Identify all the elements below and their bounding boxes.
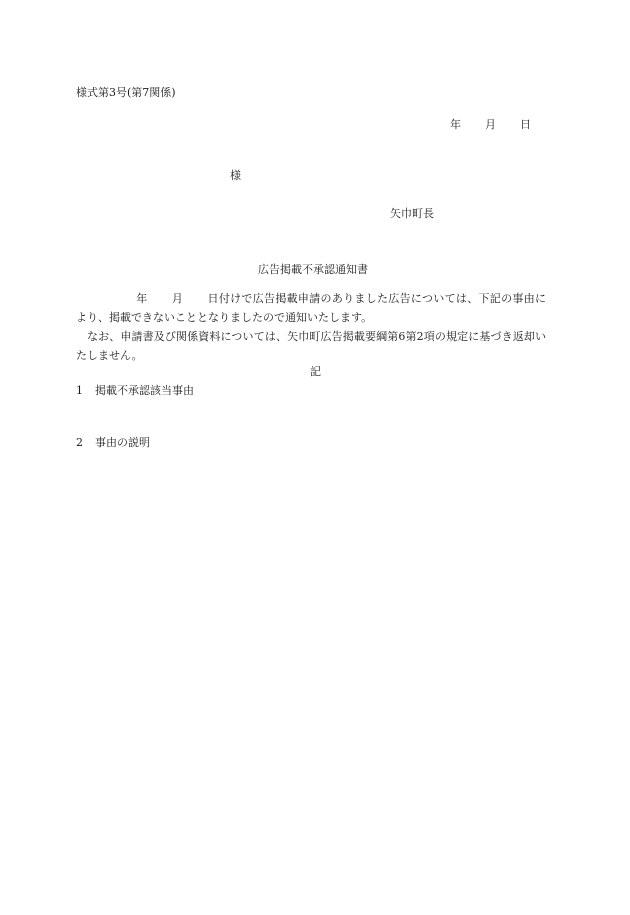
header-date-year: 年 xyxy=(450,118,461,131)
list-item xyxy=(76,437,150,448)
header-date xyxy=(450,119,531,130)
body-date-month: 月 xyxy=(171,292,184,305)
ki-heading: 記 xyxy=(310,365,321,378)
document-title: 広告掲載不承認通知書 xyxy=(258,263,368,276)
body-paragraph-2-text: なお、申請書及び関係資料については、矢巾町広告掲載要綱第6第2項の規定に基づき返却いたしません。 xyxy=(76,330,546,362)
form-number: 様式第3号(第7関係) xyxy=(76,86,176,99)
addressee-suffix: 様 xyxy=(230,169,241,182)
body-paragraph-1-text: 日付けで広告掲載申請のありました広告については、下記の事由により、掲載できないこととなりましたので通知いたします。 xyxy=(76,292,547,324)
body-date-year: 年 xyxy=(136,292,148,305)
item-label: 事由の説明 xyxy=(95,436,150,449)
body-paragraph-1 xyxy=(76,289,546,327)
item-number: 2 xyxy=(76,436,83,449)
body-paragraph-2 xyxy=(76,327,546,365)
item-label: 掲載不承認該当事由 xyxy=(95,384,194,397)
header-date-day: 日 xyxy=(520,118,531,131)
list-item xyxy=(76,385,194,396)
sender-name: 矢巾町長 xyxy=(390,207,434,220)
item-number: 1 xyxy=(76,384,83,397)
header-date-month: 月 xyxy=(485,118,496,131)
